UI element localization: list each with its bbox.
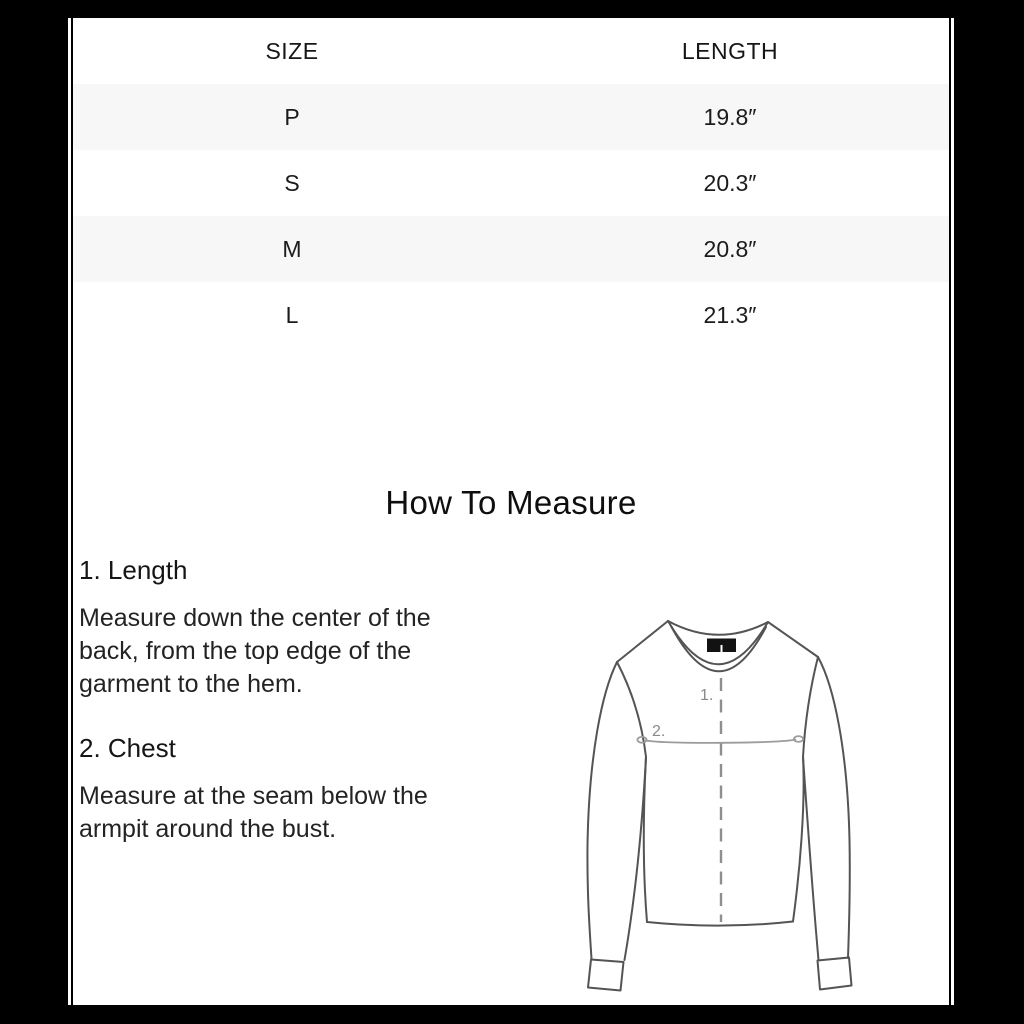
length-cell: 21.3″ (703, 301, 757, 328)
hem-line (647, 922, 793, 926)
back-neck-line (668, 621, 768, 635)
chest-instructions (79, 780, 428, 846)
table-row (73, 282, 949, 348)
garment-measurement-diagram (560, 598, 900, 1010)
size-column-header: SIZE (265, 37, 319, 64)
shoulder-seam-right (768, 622, 818, 657)
table-row (73, 150, 949, 216)
length-cell: 19.8″ (703, 103, 757, 130)
length-guide-label: 1. (700, 687, 714, 704)
cuff-left (588, 960, 624, 991)
chest-guide-label: 2. (652, 723, 666, 740)
garment-outline (587, 621, 851, 991)
sleeve-outer-right (818, 657, 850, 958)
instruction-line: Measure down the center of the (79, 604, 431, 632)
length-cell: 20.8″ (703, 235, 757, 262)
chest-guide-line (645, 740, 796, 743)
length-instructions (79, 602, 431, 701)
chest-section-heading: 2. Chest (79, 733, 176, 763)
length-section-heading: 1. Length (79, 555, 188, 585)
length-column-header: LENGTH (681, 37, 779, 64)
body-side-right (793, 757, 804, 922)
instruction-line: garment to the hem. (79, 670, 303, 698)
sleeve-inner-left (625, 757, 647, 960)
shoulder-seam-left (617, 621, 668, 662)
table-header-row (73, 18, 949, 84)
length-cell: 20.3″ (703, 169, 757, 196)
how-to-measure-title: How To Measure (385, 484, 637, 521)
sleeve-outer-left (587, 662, 617, 959)
sleeve-inner-right (803, 757, 819, 960)
size-chart-table (73, 18, 949, 348)
instruction-line: back, from the top edge of the (79, 637, 412, 665)
instruction-line: armpit around the bust. (79, 815, 337, 843)
size-cell: S (284, 169, 300, 196)
size-cell: L (285, 301, 299, 328)
cuff-right (818, 958, 852, 990)
size-cell: P (284, 103, 300, 130)
instruction-line: Measure at the seam below the (79, 782, 428, 810)
size-cell: M (282, 235, 302, 262)
armhole-right (803, 657, 818, 757)
table-row (73, 216, 949, 282)
table-row (73, 84, 949, 150)
